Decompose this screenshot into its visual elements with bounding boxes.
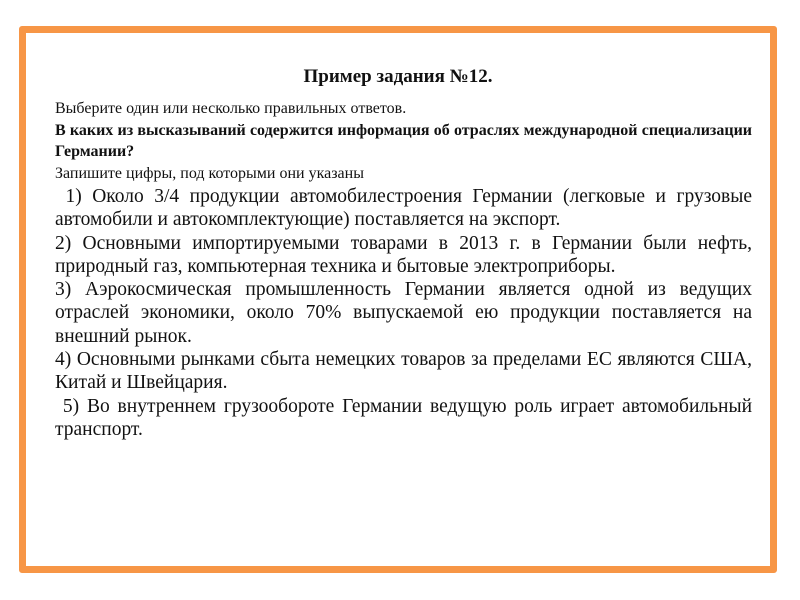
instruction-text: Выберите один или несколько правильных ответов. <box>55 100 407 117</box>
statement-list <box>55 185 757 441</box>
slide-title: Пример задания №12. <box>303 66 493 87</box>
task-content <box>55 98 757 441</box>
statement-item-2: 2) Основными импортируемыми товарами в 2013 г. в Германии были нефть, природный газ, компьютерная техника и бытовые электроприборы. <box>55 232 752 277</box>
statement-item-5: 5) Во внутреннем грузообороте Германии ведущую роль играет автомобильный транспорт. <box>55 395 757 440</box>
statement-item-3: 3) Аэрокосмическая промышленность Германии является одной из ведущих отраслей экономики, около 70% выпускаемой ею продукции поставляется на внешний рынок. <box>55 279 752 347</box>
statement-item-4: 4) Основными рынками сбыта немецких товаров за пределами ЕС являются США, Китай и Швейцария. <box>55 349 752 394</box>
question-text: В каких из высказываний содержится информация об отраслях международной специализации Германии? <box>55 121 752 160</box>
answer-prompt: Запишите цифры, под которыми они указаны <box>55 164 364 182</box>
slide-frame <box>19 26 777 573</box>
statement-item-1: 1) Около 3/4 продукции автомобилестроения Германии (легковые и грузовые автомобили и автокомплектующие) поставляется на экспорт. <box>55 186 757 231</box>
